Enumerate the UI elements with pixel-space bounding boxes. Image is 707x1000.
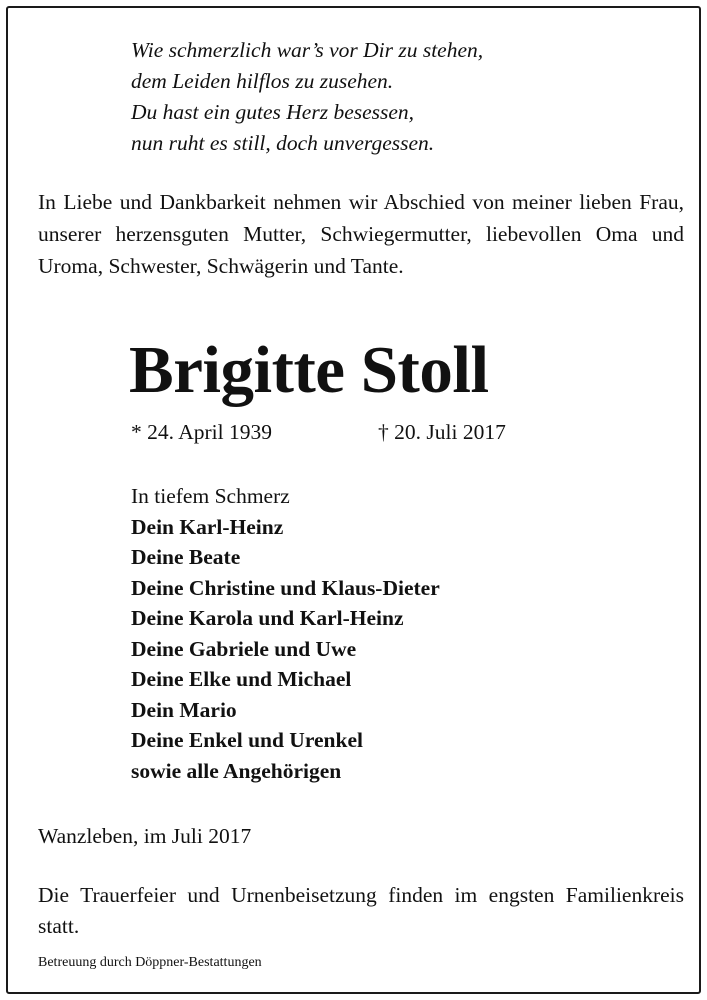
- mourner-name: Deine Elke und Michael: [131, 667, 352, 691]
- mourner-name: Dein Karl-Heinz: [131, 514, 284, 539]
- funeral-home-credit: Betreuung durch Döppner-Bestattungen: [38, 955, 262, 970]
- memorial-poem: [131, 35, 483, 159]
- mourner-name: sowie alle Angehörigen: [131, 758, 342, 783]
- mourner-name: Deine Beate: [131, 545, 241, 569]
- mourner-name: Dein Mario: [131, 697, 237, 722]
- obituary-frame: [6, 6, 701, 994]
- mourners-list: [131, 481, 440, 786]
- mourner-name: Deine Karola und Karl-Heinz: [131, 606, 404, 630]
- poem-line: nun ruht es still, doch unvergessen.: [131, 131, 435, 155]
- place-and-date: Wanzleben, im Juli 2017: [38, 824, 252, 848]
- mourner-name: Deine Christine und Klaus-Dieter: [131, 575, 440, 600]
- poem-line: dem Leiden hilflos zu zusehen.: [131, 69, 394, 93]
- deceased-name: Brigitte Stoll: [129, 333, 489, 407]
- death-date: † 20. Juli 2017: [378, 420, 506, 444]
- poem-line: Wie schmerzlich war’s vor Dir zu stehen,: [131, 38, 484, 62]
- poem-line: Du hast ein gutes Herz besessen,: [131, 100, 415, 124]
- mourners-lead: In tiefem Schmerz: [131, 484, 290, 508]
- mourner-name: Deine Enkel und Urenkel: [131, 728, 363, 752]
- birth-date: * 24. April 1939: [131, 420, 272, 444]
- mourner-name: Deine Gabriele und Uwe: [131, 636, 357, 661]
- funeral-notice: Die Trauerfeier und Urnenbeisetzung finden im engsten Familienkreis statt.: [38, 883, 684, 938]
- farewell-text: In Liebe und Dankbarkeit nehmen wir Abschied von meiner lieben Frau, unserer herzensguten Mutter, Schwiegermutter, liebevollen Oma und Uroma, Schwester, Schwägerin und Tante.: [38, 190, 684, 278]
